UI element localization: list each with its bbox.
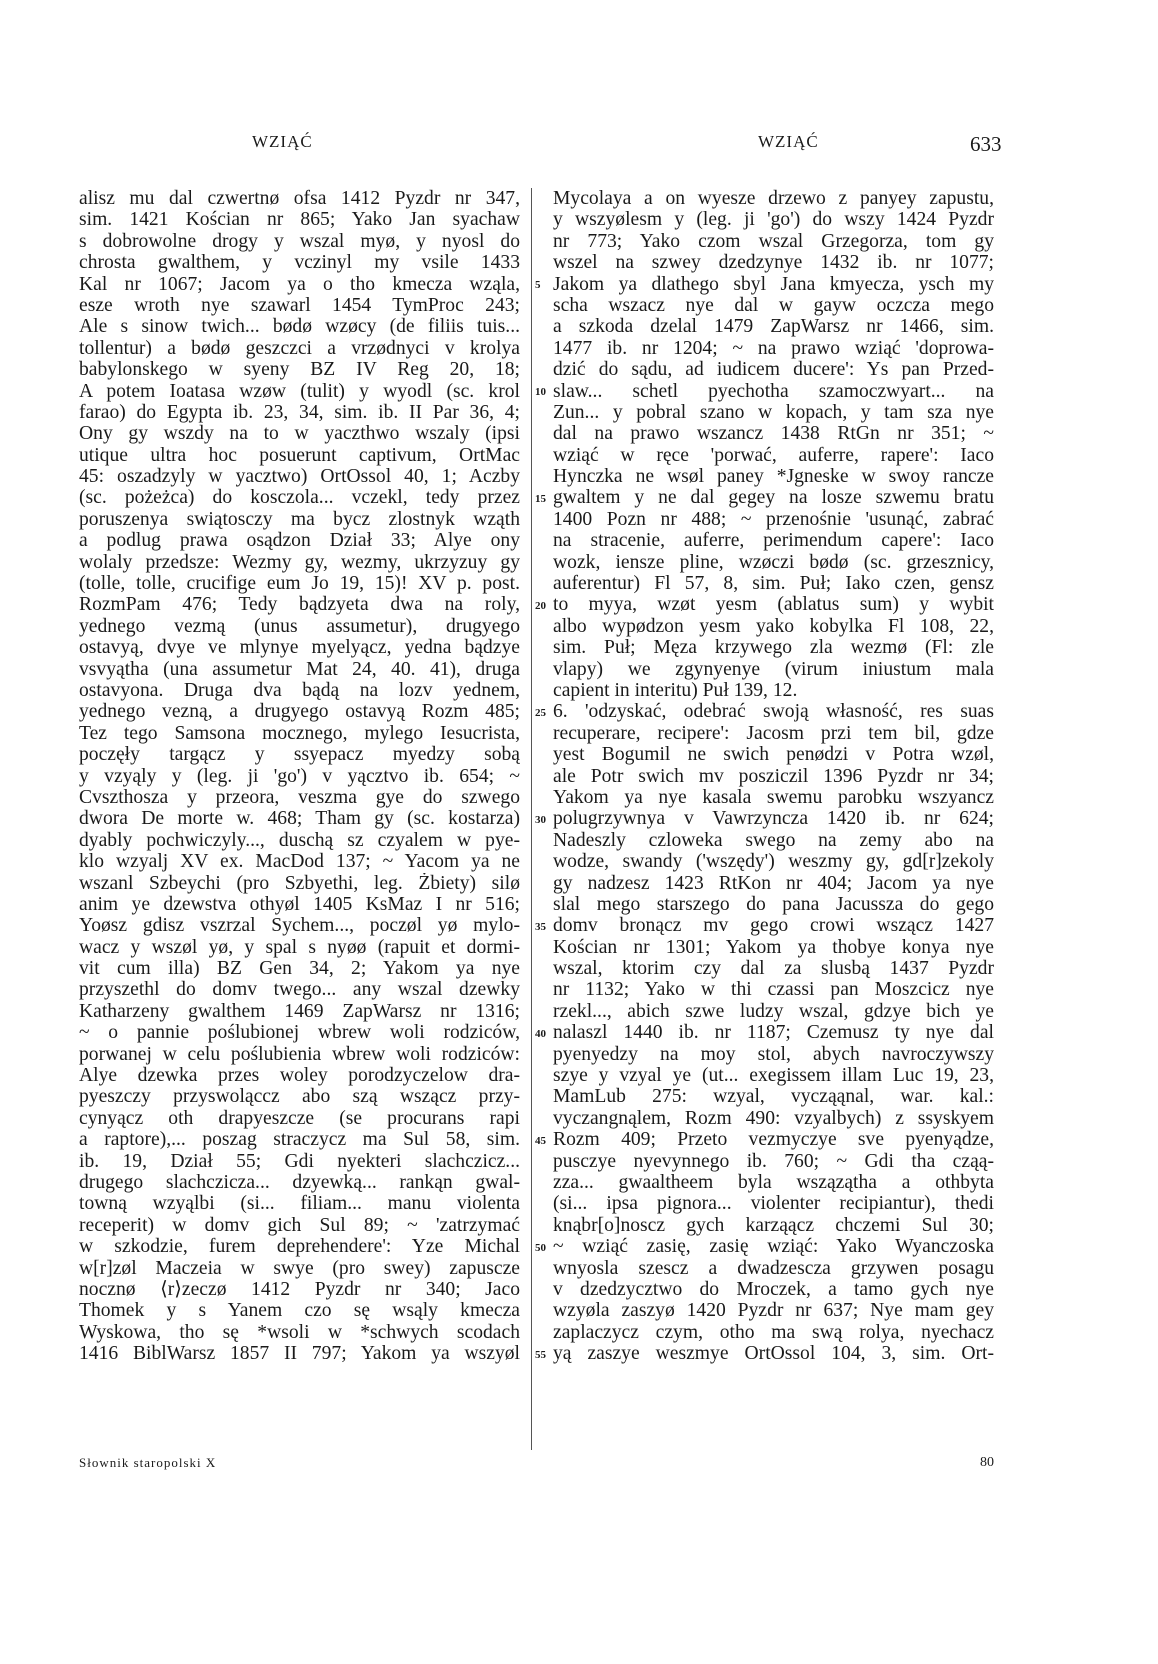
text-line: Mycolaya a on wyesze drzewo z panyey zapustu, — [553, 188, 994, 209]
text-line: rzekl..., abich szwe ludzy wszal, gdzye bich ye — [553, 1000, 994, 1022]
text-line: capient in interitu) Puł 139, 12. — [553, 679, 798, 701]
text-line: vsvyątha (una assumetur Mat 24, 40. 41), druga — [79, 658, 520, 680]
text-line: ostavyona. Druga dva bądą na lozv yednem, — [79, 679, 520, 701]
text-line: s dobrowolne drogy y wszal myø, y nyosl do — [79, 230, 520, 252]
text-line: domv bronącz mv gego crowi wszącz 1427 — [553, 915, 994, 937]
text-line: y wszyølesm y (leg. ji 'go') do wszy 1424 Pyzdr — [553, 209, 994, 231]
text-line: farao) do Egypta ib. 23, 34, sim. ib. II Par 36, 4; — [79, 401, 520, 423]
text-line: wodze, swandy ('wszędy') weszmy gy, gd[r]zekoly — [553, 851, 994, 873]
text-line: w szkodzie, furem deprehendere': Yze Michal — [79, 1236, 520, 1258]
text-line: dzić do sądu, ad iudicem ducere': Ys pan Przed- — [553, 359, 994, 381]
page-number: 633 — [970, 132, 1002, 156]
line-number: 40 — [535, 1027, 546, 1040]
text-line: Thomek y s Yanem czo sę wsąly kmecza — [79, 1300, 520, 1322]
text-line: Ony gy wszdy na to w yaczthwo wszaly (ipsi — [79, 423, 520, 445]
text-line: dwora De morte w. 468; Tham gy (sc. kostarza) — [79, 808, 520, 830]
text-line: wolaly przedsze: Wezmy gy, wezmy, ukrzyzuy gy — [79, 551, 520, 573]
text-line: Yoøsz gdisz vszrzal Sychem..., poczøl yø mylo- — [79, 915, 520, 937]
text-line: a szkoda dzelal 1479 ZapWarsz nr 1466, sim. — [553, 316, 994, 338]
footer-sheet-number: 80 — [980, 1455, 994, 1470]
text-line: Hynczka ne wsøl paney *Jgneske w swoy rancze — [553, 466, 994, 488]
text-line: Cvszthosza y przeora, veszma gye do szwego — [79, 786, 520, 808]
text-line: scha wszacz nye dal w gayw oczcza mego — [553, 294, 994, 316]
left-text-column — [79, 188, 520, 1364]
text-line: Ale s sinow twich... bødø wzøcy (de filiis tuis... — [79, 316, 520, 338]
text-line: a raptore),... poszag straczycz ma Sul 58, sim. — [79, 1129, 520, 1151]
text-line: pyenyedzy na moy stol, abych navroczywszy — [553, 1043, 994, 1065]
text-line: Jakom ya dlathego sbyl Jana kmyecza, ysch my — [553, 273, 994, 295]
text-line: wacz y wszøl yø, y spal s nyøø (rapuit et dormi- — [79, 936, 520, 958]
line-number: 15 — [535, 492, 546, 505]
line-number: 35 — [535, 920, 546, 933]
text-line: dal na prawo wszancz 1438 RtGn nr 351; ~ — [553, 423, 994, 445]
text-line: v dzedzycztwo do Mroczek, a tamo gych nye — [553, 1278, 994, 1300]
column-divider — [531, 188, 532, 1450]
text-line: tollentur) a bødø geszczci a vrzødnyci v krolya — [79, 337, 520, 359]
text-line: babylonskego w syeny BZ IV Reg 20, 18; — [79, 359, 520, 381]
text-line: esze wroth nye szawarl 1454 TymProc 243; — [79, 294, 520, 316]
text-line: gy nadzesz 1423 RtKon nr 404; Jacom ya nye — [553, 872, 994, 894]
text-line: cynyącz oth drapyeszcze (se procurans rapi — [79, 1107, 520, 1129]
text-line: na stracenie, auferre, perimendum capere': Iaco — [553, 530, 994, 552]
line-number: 5 — [535, 278, 541, 291]
text-line: wnyosla szescz a dwadzescza grzywen posagu — [553, 1257, 994, 1279]
text-line: dyably pochwiczyly..., duschą sz czyalem w pye- — [79, 829, 520, 851]
text-line: vyczangnąlem, Rozm 490: vzyalbych) z ssyskyem — [553, 1107, 994, 1129]
text-line: Kal nr 1067; Jacom ya o tho kmecza wząla, — [79, 273, 520, 295]
text-line: yednego vezną, a drugyego ostavyą Rozm 485; — [79, 701, 520, 723]
text-line: chrosta gwalthem, y vczinyl my vsile 1433 — [79, 252, 520, 274]
text-line: receperit) w domv gich Sul 89; ~ 'zatrzymać — [79, 1214, 520, 1236]
line-number: 55 — [535, 1348, 546, 1361]
text-line: drugego slachczicza... dzyewką... rankąn gwal- — [79, 1171, 520, 1193]
text-line: w[r]zøl Maczeia w swye (pro swey) zapuscze — [79, 1257, 520, 1279]
running-head-left: WZIĄĆ — [252, 132, 313, 151]
text-line: pyeszczy przyswoląccz abo szą wszącz przy- — [79, 1086, 520, 1108]
text-line: porwanej w celu poślubienia wbrew woli rodziców: — [79, 1043, 520, 1065]
text-line: (sc. pożeżca) do kosczola... vczekl, tedy przez — [79, 487, 520, 509]
text-line: (tolle, tolle, crucifige eum Jo 19, 15)! XV p. post. — [79, 573, 520, 595]
text-line: a podlug prawa osądzon Dział 33; Alye ony — [79, 530, 520, 552]
running-head-right: WZIĄĆ — [758, 132, 819, 151]
text-line: towną wzyąlbi (si... filiam... manu violenta — [79, 1193, 520, 1215]
line-number: 25 — [535, 706, 546, 719]
line-number: 10 — [535, 385, 546, 398]
text-line: poczęły targącz y ssyepacz myedzy sobą — [79, 744, 520, 766]
text-line: MamLub 275: wzyal, vycząąnal, war. kal.: — [553, 1086, 994, 1108]
text-line: wzyøla zaszyø 1420 Pyzdr nr 637; Nye mam gey — [553, 1300, 994, 1322]
text-line: albo wypødzon yesm yako kobylka Fl 108, 22, — [553, 615, 994, 637]
text-line: 45: oszadzyly w yacztwo) OrtOssol 40, 1; Aczby — [79, 466, 520, 488]
text-line: zza... gwaaltheem byla wszązątha a othbyta — [553, 1171, 994, 1193]
text-line: knąbr[o]noscz gych karząącz chczemi Sul 30; — [553, 1214, 994, 1236]
text-line: szye y vzyal ye (ut... exegissem illam Luc 19, 23, — [553, 1065, 994, 1087]
text-line: wozk, iensze pline, wzøczi bødø (sc. grzesznicy, — [553, 551, 994, 573]
text-line: 1416 BiblWarsz 1857 II 797; Yakom ya wszyøl — [79, 1343, 520, 1365]
text-line: yą zaszye weszmye OrtOssol 104, 3, sim. Ort- — [553, 1343, 994, 1365]
text-line: Wyskowa, tho sę *wsoli w *schwych scodach — [79, 1321, 520, 1343]
text-line: poruszenya swiątosczy ma bycz zlostnyk wząth — [79, 508, 520, 530]
text-line: pusczye nyevynnego ib. 760; ~ Gdi tha cząą- — [553, 1150, 994, 1172]
text-line: utique ultra hoc posuerunt captivum, OrtMac — [79, 444, 520, 466]
text-line: Kościan nr 1301; Yakom ya thobye konya nye — [553, 936, 994, 958]
text-line: anim ye dzewstva othyøl 1405 KsMaz I nr 516; — [79, 893, 520, 915]
text-line: 1400 Pozn nr 488; ~ przenośnie 'usunąć, zabrać — [553, 508, 994, 530]
text-line: yednego vezmą (unus assumetur), drugyego — [79, 615, 520, 637]
text-line: ib. 19, Dział 55; Gdi nyekteri slachczicz... — [79, 1150, 520, 1172]
text-line: ~ o pannie poślubionej wbrew woli rodziców, — [79, 1022, 520, 1044]
text-line: nalaszl 1440 ib. nr 1187; Czemusz ty nye dal — [553, 1022, 994, 1044]
text-line: wszanl Szbeychi (pro Szbyethi, leg. Żbiety) silø — [79, 872, 520, 894]
text-line: slaw... schetl pyechotha szamoczwyart... na — [553, 380, 994, 402]
text-line: ~ wziąć zasię, zasię wziąć: Yako Wyanczoska — [553, 1236, 994, 1258]
text-line: RozmPam 476; Tedy bądzyeta dwa na roly, — [79, 594, 520, 616]
text-line: alisz mu dal czwertnø ofsa 1412 Pyzdr nr 347, — [79, 188, 520, 209]
text-line: Rozm 409; Przeto vezmyczye sve pyenyądze, — [553, 1129, 994, 1151]
line-number: 50 — [535, 1241, 546, 1254]
text-line: zaplaczycz czym, otho ma swą rolya, nyechacz — [553, 1321, 994, 1343]
text-line: sim. 1421 Kościan nr 865; Yako Jan syachaw — [79, 209, 520, 231]
text-line: nr 773; Yako czom wszal Grzegorza, tom gy — [553, 230, 994, 252]
text-line: nr 1132; Yako w thi czassi pan Moszcicz nye — [553, 979, 994, 1001]
text-line: Tez tego Samsona mocznego, mylego Iesucrista, — [79, 722, 520, 744]
text-line: wszal, ktorim czy dal za slusbą 1437 Pyzdr — [553, 958, 994, 980]
line-number: 20 — [535, 599, 546, 612]
text-line: recuperare, recipere': Jacosm przi tem bil, gdze — [553, 722, 994, 744]
text-line: Nadeszly czloweka swego na zemy abo na — [553, 829, 994, 851]
text-line: ale Potr swich mv posziczil 1396 Pyzdr nr 34; — [553, 765, 994, 787]
text-line: slal mego starszego do pana Jacussza do gego — [553, 893, 994, 915]
text-line: 6. 'odzyskać, odebrać swoją własność, res suas — [553, 701, 994, 723]
text-line: przyszethl do domv twego... any wszal dzewky — [79, 979, 520, 1001]
right-text-column — [553, 188, 994, 1364]
text-line: vit cum illa) BZ Gen 34, 2; Yakom ya nye — [79, 958, 520, 980]
line-number: 30 — [535, 813, 546, 826]
text-line: wziąć w ręce 'porwać, auferre, rapere': Iaco — [553, 444, 994, 466]
text-line: Zun... y pobral szano w kopach, y tam sza nye — [553, 401, 994, 423]
text-line: ostavyą, dvye ve mlynye myelyącz, yedna bądzye — [79, 637, 520, 659]
text-line: to myya, wzøt yesm (ablatus sum) y wybit — [553, 594, 994, 616]
text-line: vlapy) we zgynyenye (virum iniustum mala — [553, 658, 994, 680]
text-line: yest Bogumil ne swich penødzi v Potra wzøl, — [553, 744, 994, 766]
text-line: Alye dzewka przes woley porodzyczelow dra- — [79, 1065, 520, 1087]
text-line: 1477 ib. nr 1204; ~ na prawo wziąć 'doprowa- — [553, 337, 994, 359]
text-line: gwaltem y ne dal gegey na losze szwemu bratu — [553, 487, 994, 509]
text-line: Katharzeny gwalthem 1469 ZapWarsz nr 1316; — [79, 1000, 520, 1022]
text-line: nocznø ⟨r⟩zeczø 1412 Pyzdr nr 340; Jaco — [79, 1278, 520, 1300]
text-line: Yakom ya nye kasala swemu parobku wszyancz — [553, 786, 994, 808]
page-header — [0, 132, 1158, 162]
text-line: A potem Ioatasa wzøw (tulit) y wyodl (sc. krol — [79, 380, 520, 402]
text-line: sim. Puł; Męza krzywego zla wezmø (Fl: zle — [553, 637, 994, 659]
footer-signature: Słownik staropolski X — [79, 1455, 217, 1470]
text-line: auferentur) Fl 57, 8, sim. Puł; Iako czen, gensz — [553, 573, 994, 595]
text-line: (si... ipsa pignora... violenter recipiantur), thedi — [553, 1193, 994, 1215]
text-line: y vzyąly y (leg. ji 'go') v yącztvo ib. 654; ~ — [79, 765, 520, 787]
text-line: polugrzywnya v Vawrzyncza 1420 ib. nr 624; — [553, 808, 994, 830]
text-line: wszel na szwey dzedzynye 1432 ib. nr 1077; — [553, 252, 994, 274]
text-line: klo wzyalj XV ex. MacDod 137; ~ Yacom ya ne — [79, 851, 520, 873]
line-number: 45 — [535, 1134, 546, 1147]
